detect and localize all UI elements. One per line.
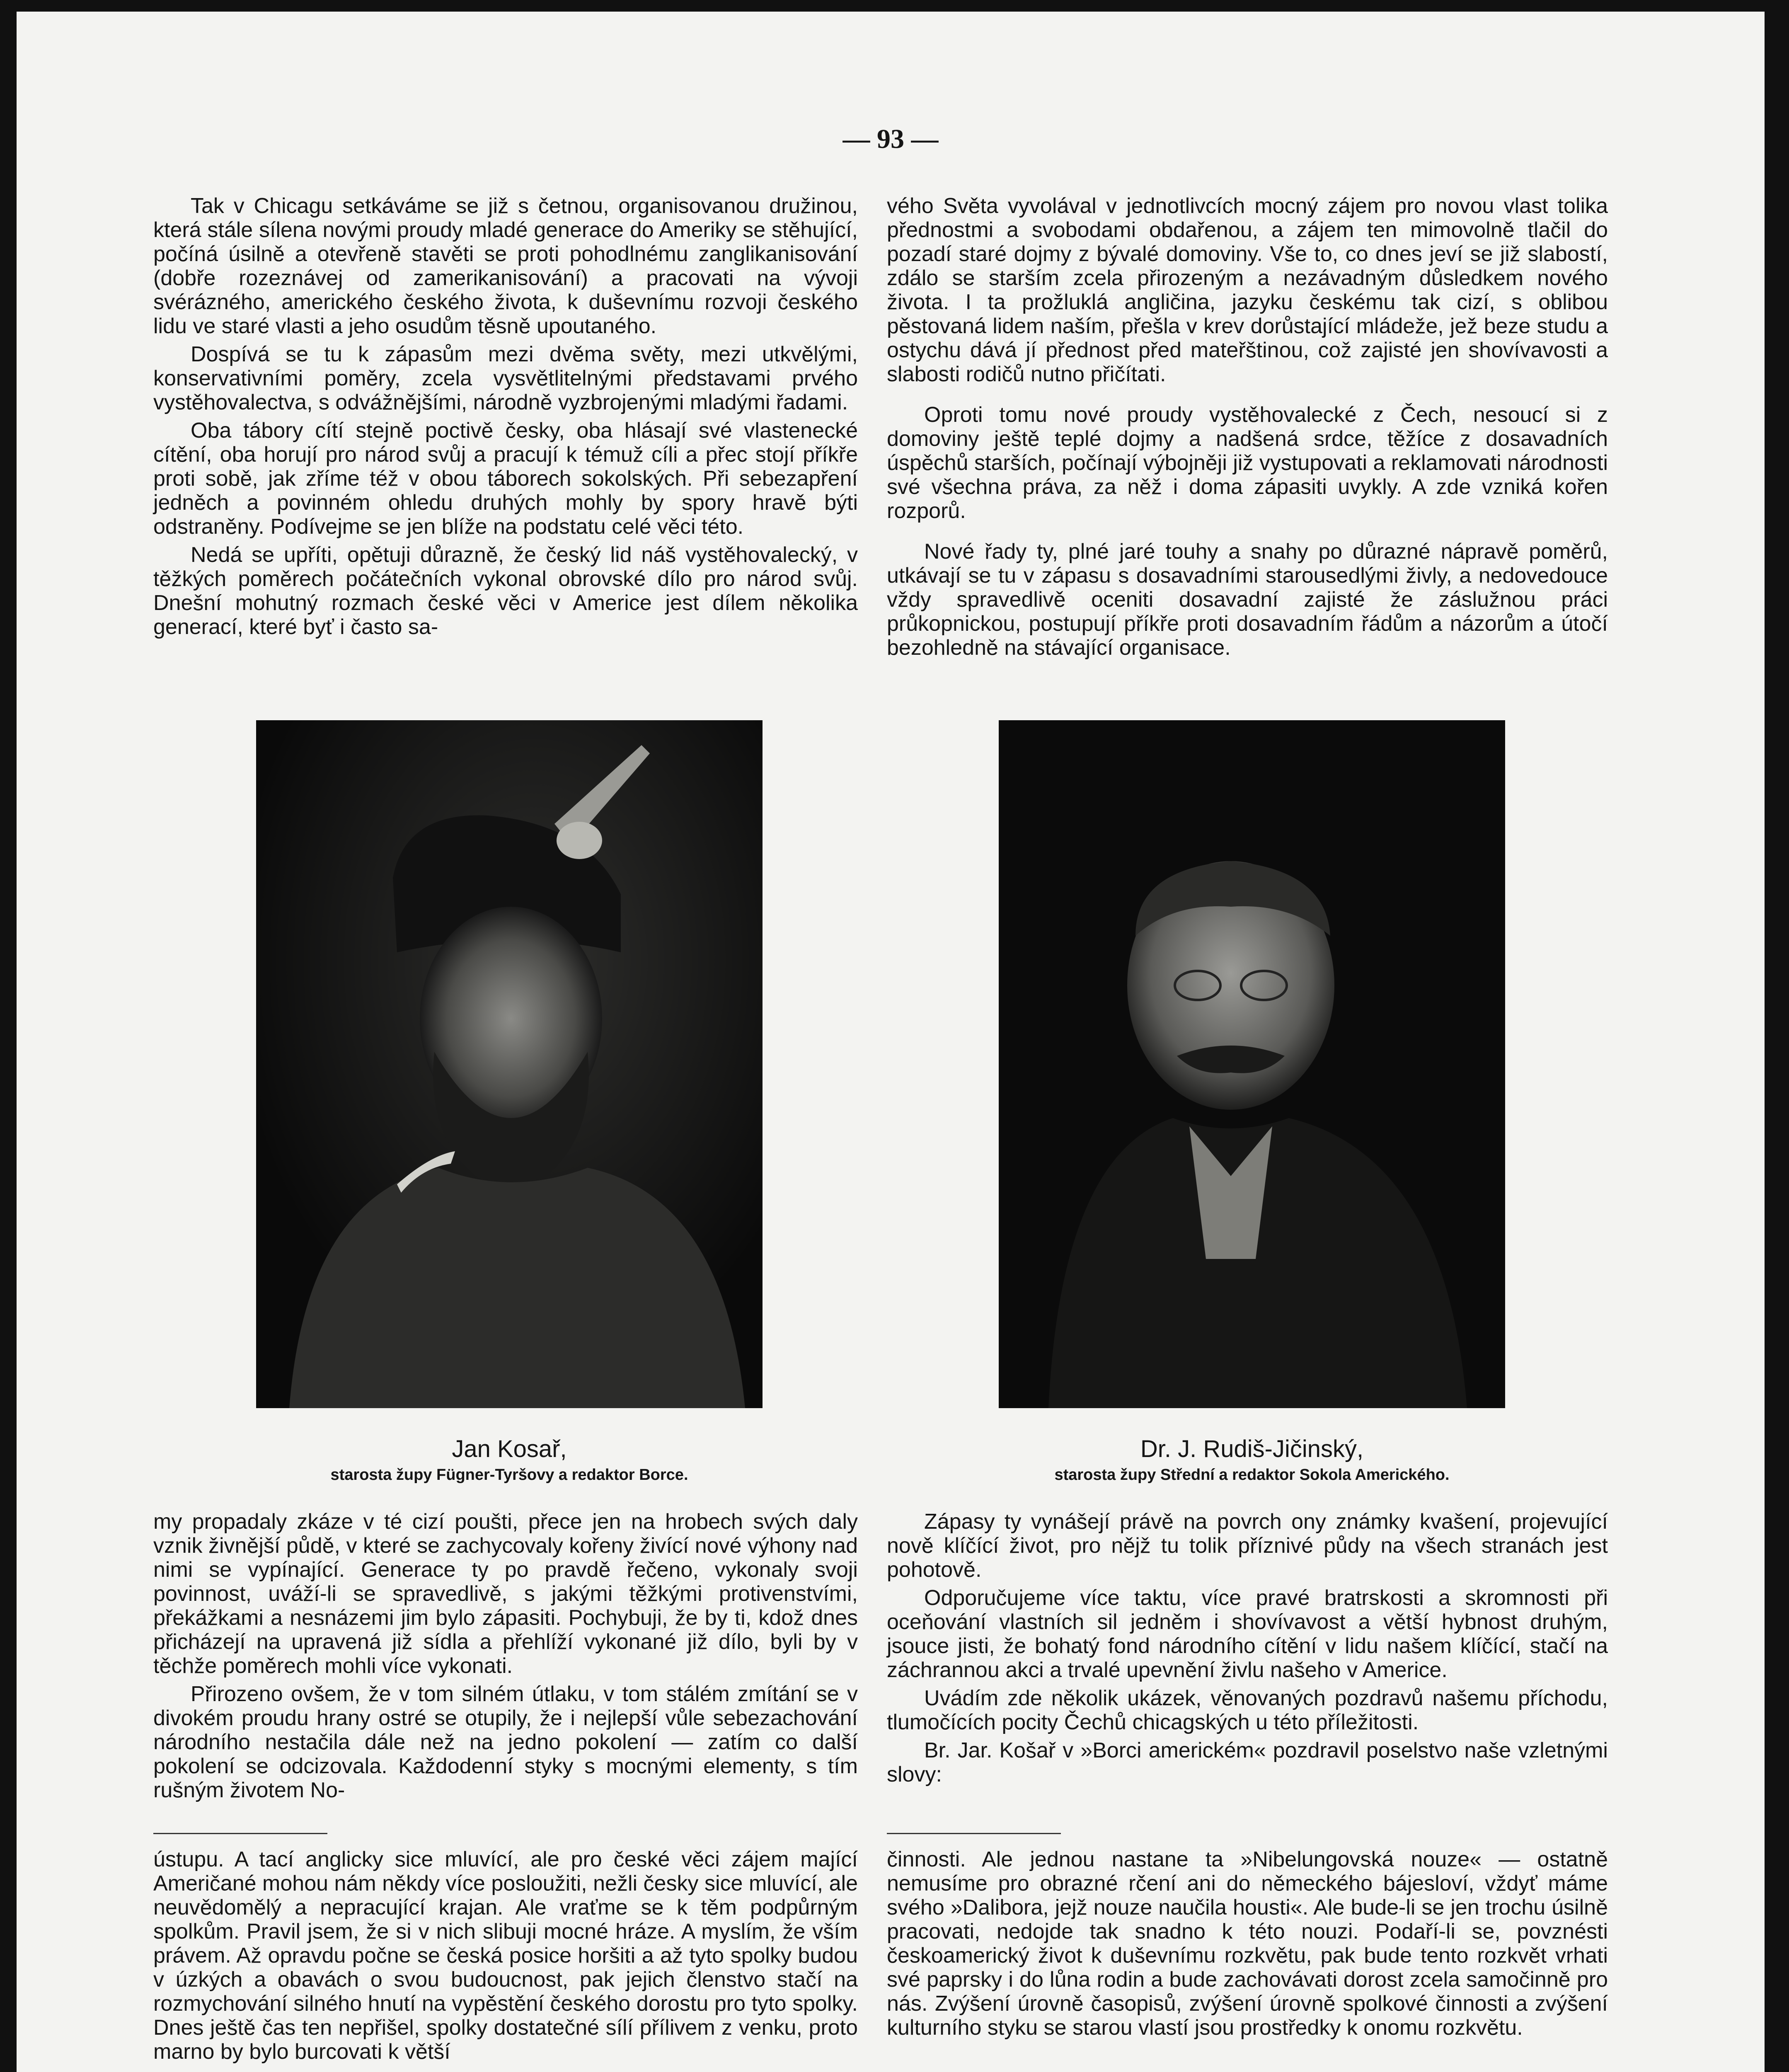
paragraph: my propadaly zkáze v té cizí poušti, přece jen na hrobech svých daly vznik živnější půdě, v které se zachycovaly kořeny živící nové výhony nad nimi se vypínající. Generace ty po pravdě řečeno, vykonaly svoji povinnost, uváží-li se spravedlivě, s jakými těžkými protivenstvími, překážkami a nesnázemi jim bylo zápasiti. Pochybuji, že by ti, kdož dnes přicházejí na upravená již sídla a přehlíží vykonané již dílo, byli by v těchže poměrech mohli více vykonati. xyxy=(153,1510,858,1678)
text-column-bottom-right xyxy=(887,1847,1608,2044)
text-column-top-left xyxy=(153,194,858,643)
caption-subtitle-left: starosta župy Fügner-Tyršovy a redaktor Borce. xyxy=(330,1466,688,1484)
text-column-bottom-left xyxy=(153,1847,858,2068)
paragraph: Přirozeno ovšem, že v tom silném útlaku, v tom stálém zmítání se v divokém proudu hrany ostré se otupily, že i nejlepší vůle sebezachování národního nestačila dále než na jedno pokolení — zatím co další pokolení se odcizovala. Každodenní styky s mocnými elementy, s tím rušným životem No- xyxy=(153,1682,858,1802)
portrait-rudis-jicinsky-image xyxy=(999,720,1505,1408)
paragraph: Nové řady ty, plné jaré touhy a snahy po důrazné nápravě poměrů, utkávají se tu v zápasu s dosavadními starousedlými živly, a nedovedouce vždy spravedlivě oceniti dosavadní zajisté že záslužnou práci průkopnickou, postupují příkře proti dosavadním řádům a názorům a útočí bezohledně na stávající organisace. xyxy=(887,540,1608,660)
footnote-divider-right xyxy=(887,1833,1061,1834)
paragraph: ústupu. A tací anglicky sice mluvící, ale pro české věci zájem mající Američané mohou nám někdy více posloužiti, nežli česky sice mluvící, ale neuvědomělý a nepracující krajan. Ale vraťme se k těm podpůrným spolkům. Pravil jsem, že si v nich slibuji mocné hráze. A myslím, že vším právem. Až opravdu počne se česká posice horšiti a až tyto spolky budou v úzkých a obavách o svou budoucnost, pak jejich členstvo stačí na rozmychování silného hnutí na vypěstění českého dorostu pro tyto spolky. Dnes ještě čas ten nepřišel, spolky dostatečné sílí přílivem z venku, proto marno by bylo burcovati k větší xyxy=(153,1847,858,2064)
footnote-divider-left xyxy=(153,1833,327,1834)
paragraph: Uvádím zde několik ukázek, věnovaných pozdravů našemu příchodu, tlumočících pocity Čechů chicagských u této příležitosti. xyxy=(887,1686,1608,1734)
paragraph: vého Světa vyvolával v jednotlivcích mocný zájem pro novou vlast tolika přednostmi a svobodami obdařenou, a zájem ten mimovolně tlačil do pozadí staré dojmy z bývalé domoviny. Vše to, co dnes jeví se již slabostí, zdálo se starším zcela přirozeným a nezávadným důsledkem nového života. I ta prožluklá angličina, jazyku českému tak cizí, s oblibou pěstovaná lidem naším, přešla v krev dorůstající mládeže, jež beze studu a ostychu dává jí přednost před mateřštinou, což zajisté jen shovívavosti a slabosti rodičů nutno přičítati. xyxy=(887,194,1608,386)
paragraph: Oba tábory cítí stejně poctivě česky, oba hlásají své vlastenecké cítění, oba horují pro národ svůj a pracují k témuž cíli a přec stojí příkře proti sobě, jak zříme též v obou táborech sokolských. Při sebezapření jedněch a povinném ohledu druhých mohly by spory hravě býti odstraněny. Podívejme se jen blíže na podstatu celé věci této. xyxy=(153,419,858,539)
text-column-top-right xyxy=(887,194,1608,664)
text-column-mid-left xyxy=(153,1510,858,1806)
paragraph: činnosti. Ale jednou nastane ta »Nibelungovská nouze« — ostatně nemusíme pro obrazné rčení ani do německého bájesloví, vždyť máme svého »Dalibora, jejž nouze naučila housti«. Ale bude-li se jen trochu úsilně pracovati, nedojde tak snadno k této nouzi. Podaří-li se, povznésti českoamerický život k duševnímu rozkvětu, pak bude tento rozkvět vrhati své paprsky i do lůna rodin a bude zachovávati dorost zcela samočinně pro nás. Zvýšení úrovně časopisů, zvýšení úrovně spolkové činnosti a zvýšení kulturního styku se starou vlastí jsou prostředky k onomu rozkvětu. xyxy=(887,1847,1608,2040)
paragraph: Br. Jar. Košař v »Borci americkém« pozdravil poselstvo naše vzletnými slovy: xyxy=(887,1738,1608,1786)
text-column-mid-right xyxy=(887,1510,1608,1791)
caption-name-right: Dr. J. Rudiš-Jičinský, xyxy=(1140,1435,1364,1462)
paragraph: Zápasy ty vynášejí právě na povrch ony známky kvašení, projevující nově klíčící život, pro nějž tu tolik příznivé půdy na všech stranách jest pohotově. xyxy=(887,1510,1608,1582)
paragraph: Oproti tomu nové proudy vystěhovalecké z Čech, nesoucí si z domoviny ještě teplé dojmy a nadšená srdce, těžíce z dosavadních úspěchů starších, počínají výbojněji již vystupovati a reklamovati národnosti své všechna práva, za něž i doma zápasiti uvykly. A zde vzniká kořen rozporů. xyxy=(887,403,1608,523)
portrait-photo-right xyxy=(999,720,1505,1408)
paragraph: Nedá se upříti, opětuji důrazně, že český lid náš vystěhovalecký, v těžkých poměrech počátečních vykonal obrovské dílo pro národ svůj. Dnešní mohutný rozmach české věci v Americe jest dílem několika generací, které byť i často sa- xyxy=(153,543,858,639)
paragraph: Dospívá se tu k zápasům mezi dvěma světy, mezi utkvělými, konservativními poměry, zcela vysvětlitelnými představami prvého vystěhovalectva, s odvážnějšími, národně vyzbrojenými mladými řadami. xyxy=(153,342,858,414)
document-page xyxy=(17,12,1765,2072)
caption-name-left: Jan Kosař, xyxy=(452,1435,567,1462)
paragraph: Odporučujeme více taktu, více pravé bratrskosti a skromnosti při oceňování vlastních sil jedněm i shovívavost a větší hybnost druhým, jsouce jisti, že bohatý fond národního cítění v lidu našem klíčící, stačí na záchrannou akci a trvalé upevnění živlu našeho v Americe. xyxy=(887,1586,1608,1682)
portrait-photo-left xyxy=(256,720,763,1408)
paragraph: Tak v Chicagu setkáváme se již s četnou, organisovanou družinou, která stále sílena novými proudy mladé generace do Ameriky se stěhující, počíná úsilně a otevřeně stavěti se proti pohodlnému zanglikanisování (dobře rozeznávej od zamerikanisování) a pracovati na vývoji svérázného, amerického českého života, k duševnímu rozvoji českého lidu ve staré vlasti a jeho osudům těsně upoutaného. xyxy=(153,194,858,338)
portrait-kosar-image xyxy=(256,720,763,1408)
page-number: — 93 — xyxy=(842,124,939,154)
caption-subtitle-right: starosta župy Střední a redaktor Sokola Amerického. xyxy=(1054,1466,1450,1484)
